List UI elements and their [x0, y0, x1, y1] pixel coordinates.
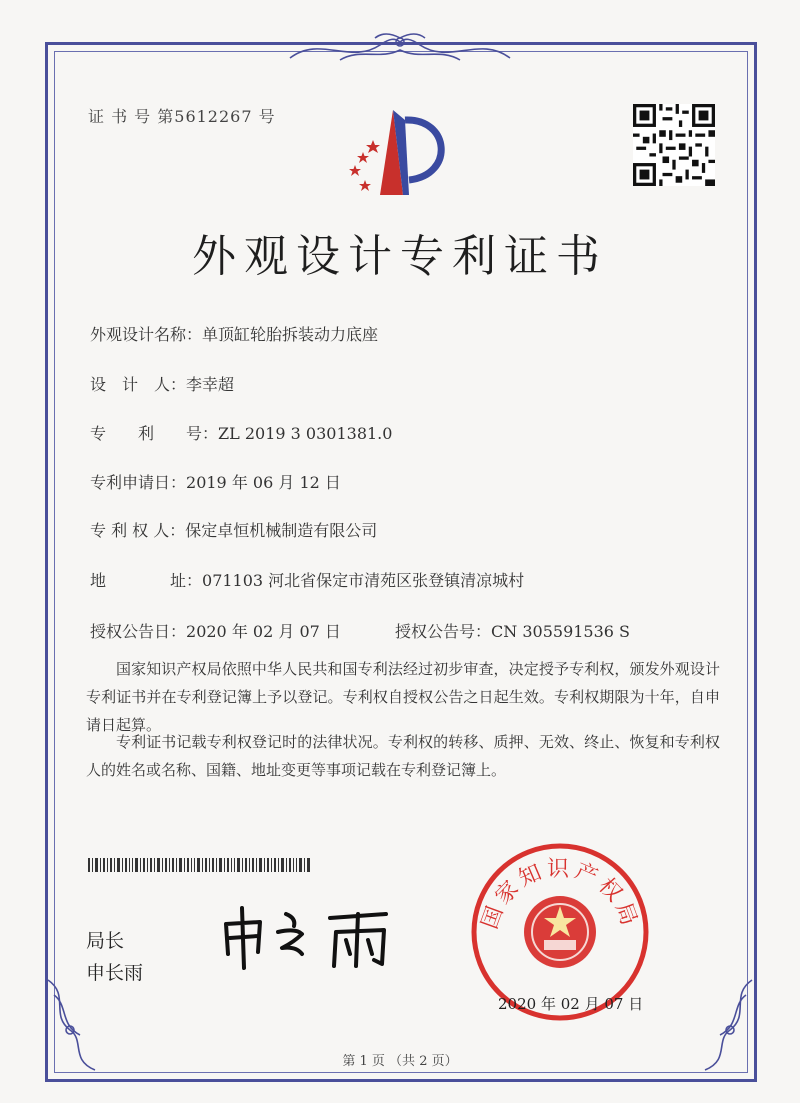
certificate-number: 证 书 号 第5612267 号 — [88, 107, 276, 126]
field-label: 外观设计名称： — [90, 325, 203, 344]
qr-code-icon — [633, 104, 715, 186]
patent-office-logo-icon — [325, 100, 465, 200]
field-value: 071103 河北省保定市清苑区张登镇清凉城村 — [202, 571, 525, 590]
field-grant-number — [395, 619, 630, 642]
field-value: 单顶缸轮胎拆装动力底座 — [202, 325, 379, 344]
field-value: 李幸超 — [186, 375, 235, 394]
certificate-paragraph-1: 国家知识产权局依照中华人民共和国专利法经过初步审查，决定授予专利权，颁发外观设计专利证书并在专利登记簿上予以登记。专利权自授权公告之日起生效。专利权期限为十年，自申请日起算。 — [86, 660, 720, 734]
certificate-title: 外观设计专利证书 — [192, 231, 608, 282]
signatory-name: 申长雨 — [86, 962, 144, 984]
field-patent-number — [90, 421, 392, 444]
field-design-name — [90, 322, 378, 345]
signatory-title: 局长 — [86, 930, 125, 952]
field-value: ZL 2019 3 0301381.0 — [218, 424, 393, 443]
page-number: 第 1 页 （共 2 页） — [342, 1054, 458, 1069]
certificate-paragraph-2: 专利证书记载专利权登记时的法律状况。专利权的转移、质押、无效、终止、恢复和专利权人的姓名或名称、国籍、地址变更等事项记载在专利登记簿上。 — [86, 733, 720, 779]
top-ornament — [280, 30, 520, 70]
field-label: 授权公告号： — [395, 622, 492, 641]
field-value: 2019 年 06 月 12 日 — [186, 473, 341, 492]
field-value: CN 305591536 S — [491, 622, 631, 641]
seal-date: 2020 年 02 月 07 日 — [498, 995, 644, 1013]
field-patentee — [90, 518, 377, 541]
field-label: 专 利 号： — [90, 424, 219, 443]
field-designer — [90, 372, 234, 395]
field-label: 设 计 人： — [90, 375, 187, 394]
svg-text:国家知识产权局: 国家知识产权局 — [477, 857, 643, 933]
barcode-icon — [88, 858, 310, 872]
field-value: 2020 年 02 月 07 日 — [186, 622, 341, 641]
field-label: 地 址： — [90, 571, 203, 590]
handwritten-signature — [218, 902, 408, 972]
field-grant-date — [90, 619, 341, 642]
field-label: 专利申请日： — [90, 473, 187, 492]
field-value: 保定卓恒机械制造有限公司 — [185, 521, 378, 540]
field-filing-date — [90, 470, 341, 493]
field-label: 专 利 权 人： — [90, 521, 186, 540]
field-address — [90, 568, 524, 591]
field-label: 授权公告日： — [90, 622, 187, 641]
